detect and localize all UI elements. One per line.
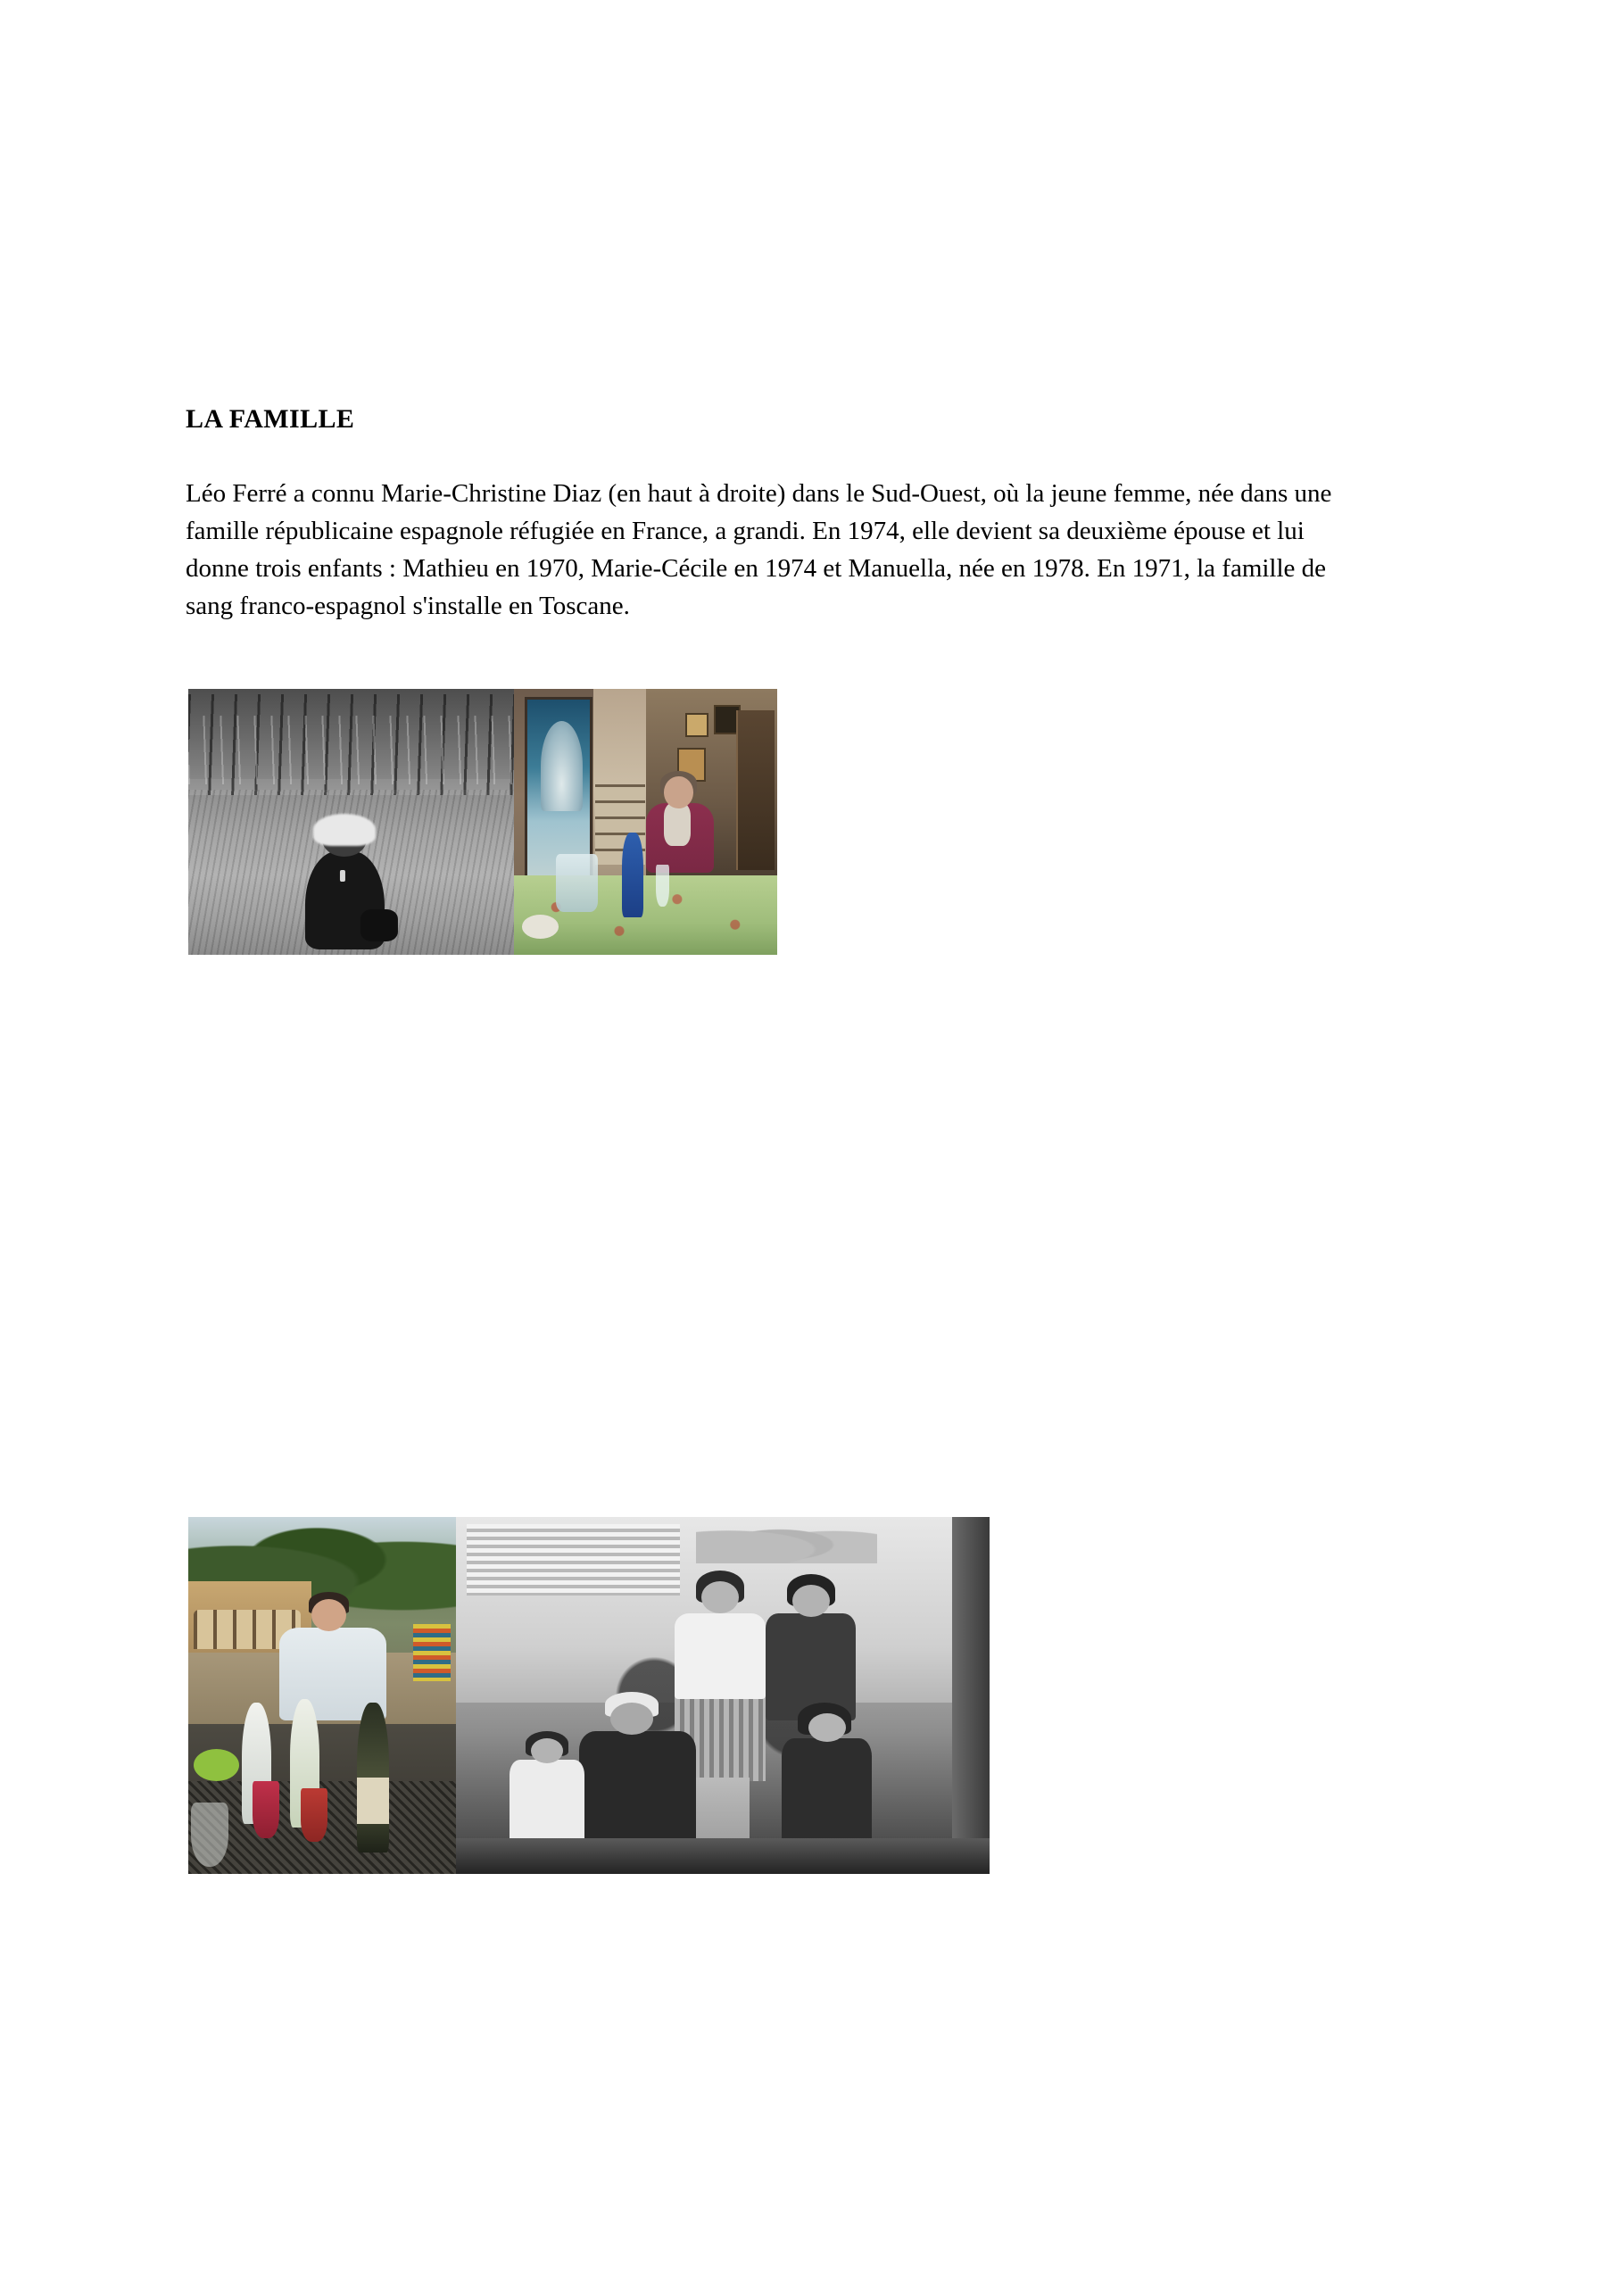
standing-girl-blouse [675, 1613, 766, 1699]
interior-drinking-glass [656, 865, 669, 908]
family-door-frame [952, 1517, 990, 1874]
vineyard-wires [188, 716, 514, 784]
terrace-wine-glass [191, 1803, 228, 1867]
figure-group-one [188, 689, 777, 955]
photo-leo-ferre-vineyard [188, 689, 514, 955]
seated-man-head [610, 1703, 653, 1735]
interior-table [514, 875, 777, 955]
seated-man-hair [313, 814, 375, 846]
terrace-red-drink-glass [301, 1788, 327, 1842]
family-stairs [467, 1524, 680, 1596]
seated-man-figure [289, 816, 400, 949]
document-body [186, 403, 1453, 625]
interior-blue-bottle [622, 833, 643, 917]
interior-glass-carafe [556, 854, 598, 913]
standing-girl-head [701, 1581, 739, 1613]
figure-group-two [188, 1517, 990, 1874]
terrace-red-drink-glass [253, 1781, 279, 1838]
standing-woman-head [792, 1585, 830, 1617]
terrace-green-bowl [194, 1749, 239, 1781]
seated-girl-head [808, 1713, 846, 1742]
terrace-wine-bottle-label [357, 1778, 389, 1824]
seated-woman-scarf [664, 803, 691, 846]
family-bare-feet [696, 1517, 877, 1563]
photo-family-group-bw [456, 1517, 990, 1874]
terrace-striped-fabric [413, 1624, 451, 1681]
terrace-man-head [311, 1599, 346, 1631]
photo-man-terrace-table [188, 1517, 456, 1874]
family-foreground-shadow [456, 1838, 990, 1874]
photo-marie-christine-interior [514, 689, 777, 955]
interior-plate [522, 915, 559, 939]
interior-picture-frame [685, 713, 709, 737]
interior-arched-window [541, 721, 583, 811]
interior-wooden-cabinet [736, 710, 775, 870]
seated-woman-head [664, 776, 692, 808]
seated-child-head [531, 1738, 563, 1763]
seated-man-arm [360, 909, 398, 941]
page-title: LA FAMILLE [186, 404, 355, 434]
body-paragraph: Léo Ferré a connu Marie-Christine Diaz (en haut à droite) dans le Sud-Ouest, où la jeune femme, née dans une famille républicaine espagnole réfugiée en France, a grandi. En 1974, elle devient sa deuxième épouse et lui donne trois enfants : Mathieu en 1970, Marie-Cécile en 1974 et Manuella, née en 1978. En 1971, la famille de sang franco-espagnol s'installe en Toscane. [186, 479, 1332, 621]
seated-man-pendant [340, 870, 345, 882]
